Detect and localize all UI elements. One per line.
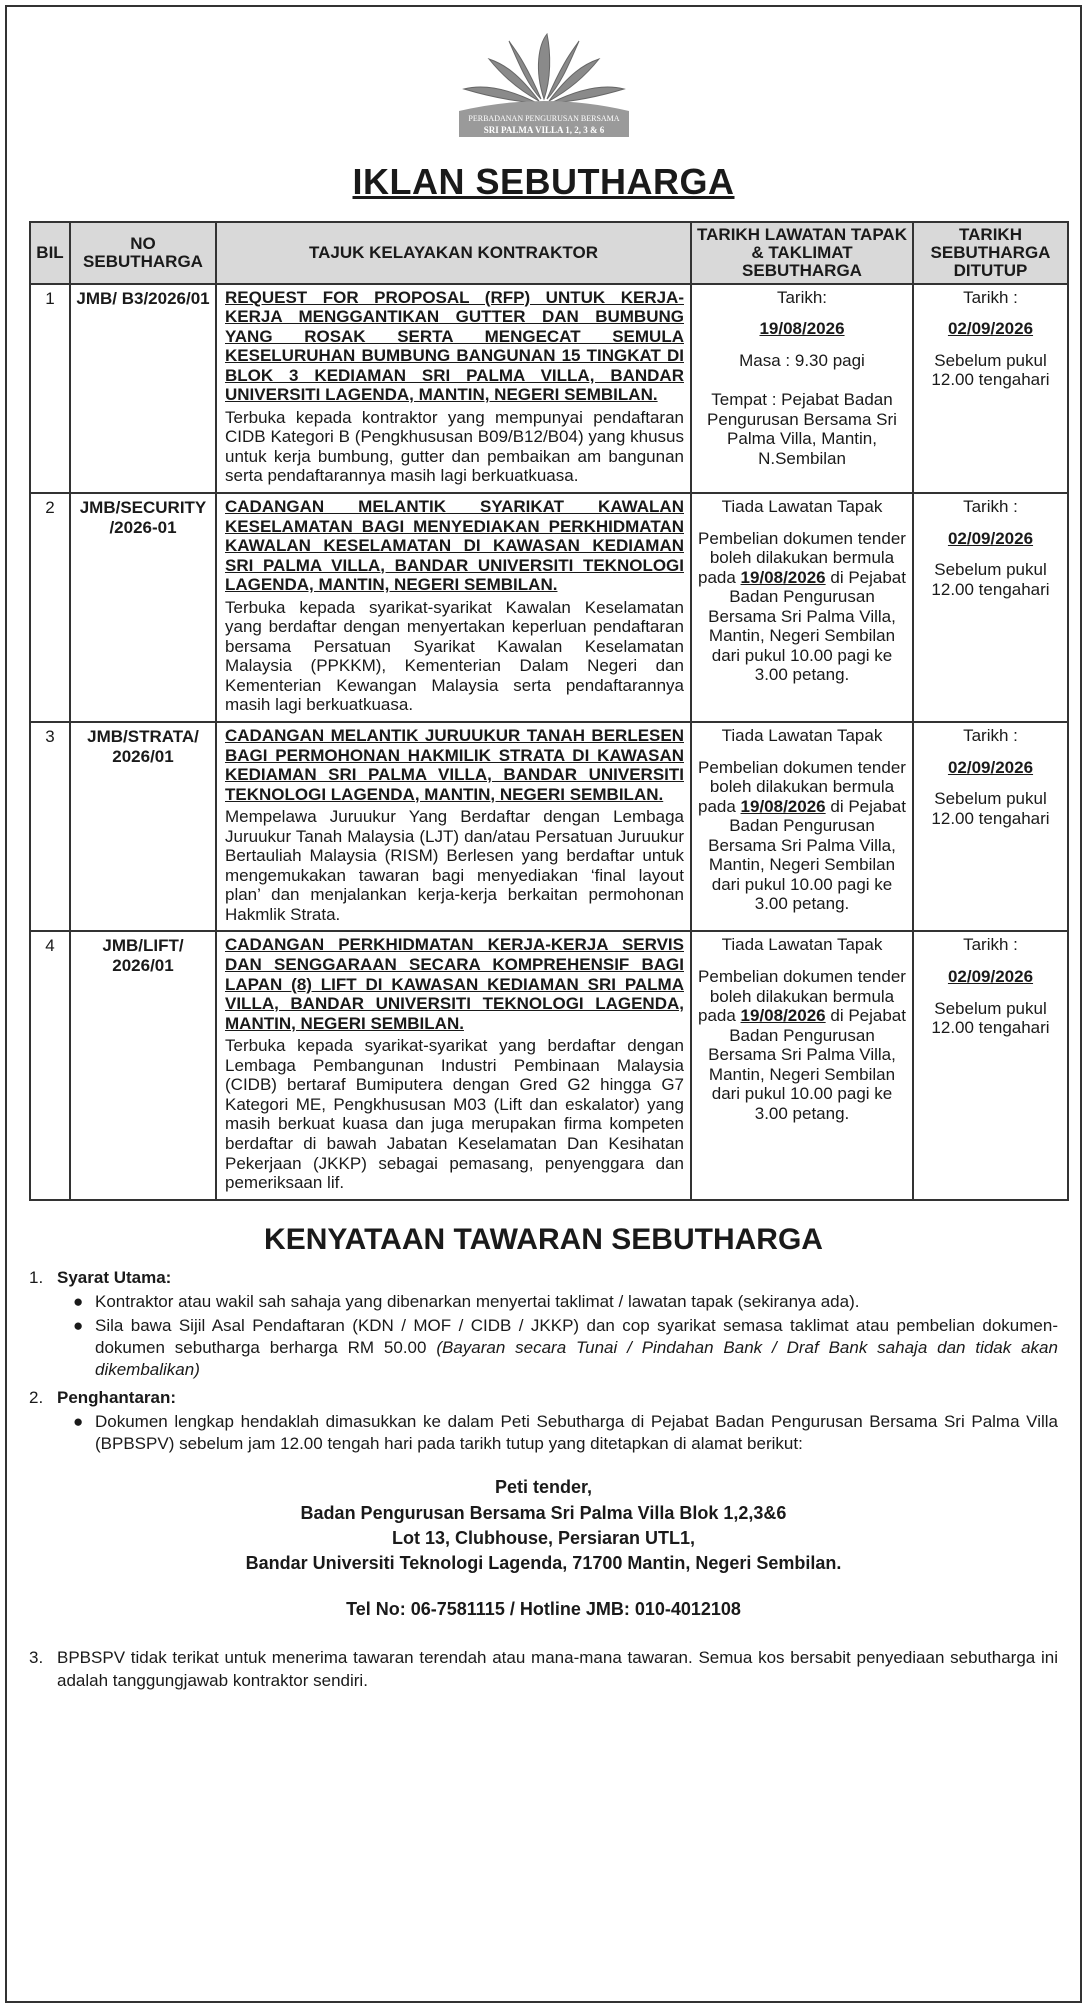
row-quotation-no: JMB/SECURITY /2026-01 bbox=[70, 493, 216, 722]
table-row bbox=[30, 931, 1068, 1199]
closing-time: Sebelum pukul 12.00 tengahari bbox=[931, 560, 1050, 599]
row-visit bbox=[691, 722, 913, 931]
address-line: Badan Pengurusan Bersama Sri Palma Villa Blok 1,2,3&6 bbox=[300, 1502, 787, 1523]
row-title: CADANGAN MELANTIK SYARIKAT KAWALAN KESELAMATAN BAGI MENYEDIAKAN PERKHIDMATAN KAWALAN KESELAMATAN DI KAWASAN KEDIAMAN SRI PALMA VILLA, BANDAR UNIVERSITI TEKNOLOGI LAGENDA, MANTIN, NEGERI SEMBILAN. bbox=[225, 497, 684, 595]
row-closing bbox=[913, 722, 1068, 931]
closing-time: Sebelum pukul 12.00 tengahari bbox=[931, 998, 1050, 1038]
table-header-row bbox=[30, 222, 1068, 284]
purchase-date: 19/08/2026 bbox=[740, 567, 826, 587]
bullet-text: Sila bawa Sijil Asal Pendaftaran (KDN / MOF / CIDB / JKKP) dan cop syarikat semasa taklimat atau pembelian dokumen-dokumen sebutharga berharga RM 50.00 bbox=[95, 1315, 1058, 1357]
row-quotation-no: JMB/ B3/2026/01 bbox=[70, 284, 216, 493]
term-item bbox=[29, 1387, 1058, 1455]
row-tajuk bbox=[216, 493, 691, 722]
term-item bbox=[29, 1647, 1058, 1691]
purchase-info bbox=[696, 967, 908, 1123]
table-row bbox=[30, 493, 1068, 722]
bullet-text: Kontraktor atau wakil sah sahaja yang dibenarkan menyertai taklimat / lawatan tapak (sekiranya ada). bbox=[95, 1291, 860, 1311]
row-description: Mempelawa Juruukur Yang Berdaftar dengan Lembaga Juruukur Tanah Malaysia (LJT) dan/atau Persatuan Juruukur Bertauliah Malaysia (RISM) Berlesen yang berdaftar untuk mengemukakan tawaran bagi menyediakan ‘final layout plan’ dan menjalankan kerja-kerja berkaitan permohonan Hakmlik Strata. bbox=[225, 807, 684, 924]
tender-address bbox=[29, 1475, 1058, 1576]
purchase-pre: Pembelian dokumen tender boleh dilakukan bermula pada bbox=[697, 967, 906, 1026]
advertisement-page bbox=[5, 5, 1082, 2003]
quotation-table bbox=[29, 221, 1069, 1201]
list-item bbox=[57, 1291, 1058, 1313]
bullet-text-wrap bbox=[95, 1315, 1058, 1381]
row-closing bbox=[913, 493, 1068, 722]
visit-place: Tempat : Pejabat Badan Pengurusan Bersama Sri Palma Villa, Mantin, N.Sembilan bbox=[707, 390, 897, 468]
row-description: Terbuka kepada syarikat-syarikat Kawalan Keselamatan yang berdaftar dengan menyertakan keperluan pendaftaran bersama Persatuan Syarikat Kawalan Keselamatan Malaysia (PPKKM), Kementerian Dalam Negeri dan Kementerian Kewangan Malaysia serta pendaftarannya masih lagi berkuatkuasa. bbox=[225, 597, 684, 715]
closing-date: 02/09/2026 bbox=[947, 757, 1034, 777]
logo-name-text: SRI PALMA VILLA 1, 2, 3 & 6 bbox=[483, 125, 604, 135]
closing-label: Tarikh : bbox=[963, 935, 1018, 955]
row-visit bbox=[691, 493, 913, 722]
purchase-date: 19/08/2026 bbox=[740, 796, 826, 816]
visit-date: 19/08/2026 bbox=[759, 319, 845, 339]
table-row bbox=[30, 722, 1068, 931]
row-bil: 2 bbox=[30, 493, 70, 722]
row-visit bbox=[691, 284, 913, 493]
closing-label: Tarikh : bbox=[963, 287, 1018, 307]
no-visit-text: Tiada Lawatan Tapak bbox=[721, 935, 883, 955]
row-bil: 3 bbox=[30, 722, 70, 931]
row-tajuk bbox=[216, 722, 691, 931]
row-title: CADANGAN PERKHIDMATAN KERJA-KERJA SERVIS DAN SENGGARAAN SECARA KOMPREHENSIF BAGI LAPAN (8) LIFT DI KAWASAN KEDIAMAN SRI PALMA VILLA, BANDAR UNIVERSITI TEKNOLOGI LAGENDA, MANTIN, NEGERI SEMBILAN. bbox=[225, 935, 684, 1033]
term-heading: Penghantaran: bbox=[57, 1388, 177, 1408]
bullet-icon: ● bbox=[73, 1412, 84, 1432]
header-lawatan: TARIKH LAWATAN TAPAK & TAKLIMAT SEBUTHARGA bbox=[691, 222, 913, 284]
header-tajuk: TAJUK KELAYAKAN KONTRAKTOR bbox=[216, 222, 691, 284]
contact-phone: Tel No: 06-7581115 / Hotline JMB: 010-4012108 bbox=[346, 1599, 741, 1620]
row-bil: 4 bbox=[30, 931, 70, 1199]
address-line: Peti tender, bbox=[494, 1477, 593, 1498]
term-number: 2. bbox=[29, 1388, 44, 1408]
no-visit-text: Tiada Lawatan Tapak bbox=[721, 726, 883, 746]
list-item bbox=[57, 1411, 1058, 1455]
bullet-italic-note: (Bayaran secara Tunai / Pindahan Bank / Draf Bank sahaja dan tidak akan dikembalikan) bbox=[95, 1337, 1058, 1379]
term-text: BPBSPV tidak terikat untuk menerima tawaran terendah atau mana-mana tawaran. Semua kos bersabit penyediaan sebutharga ini adalah tanggungjawab kontraktor sendiri. bbox=[57, 1648, 1058, 1690]
purchase-date: 19/08/2026 bbox=[740, 1006, 826, 1026]
row-tajuk bbox=[216, 284, 691, 493]
table-row bbox=[30, 284, 1068, 493]
row-closing bbox=[913, 284, 1068, 493]
term-heading: Syarat Utama: bbox=[57, 1267, 172, 1287]
closing-date: 02/09/2026 bbox=[947, 967, 1034, 987]
closing-label: Tarikh : bbox=[963, 497, 1018, 516]
purchase-pre: Pembelian dokumen tender boleh dilakukan bermula pada bbox=[697, 757, 906, 816]
list-item bbox=[57, 1315, 1058, 1381]
visit-date-label: Tarikh: bbox=[776, 287, 828, 307]
closing-label: Tarikh : bbox=[963, 726, 1018, 746]
address-line: Bandar Universiti Teknologi Lagenda, 71700 Mantin, Negeri Sembilan. bbox=[245, 1552, 842, 1573]
header-no: NO SEBUTHARGA bbox=[70, 222, 216, 284]
closing-date: 02/09/2026 bbox=[947, 528, 1034, 548]
page-title: IKLAN SEBUTHARGA bbox=[352, 161, 735, 202]
row-title: REQUEST FOR PROPOSAL (RFP) UNTUK KERJA-KERJA MENGGANTIKAN GUTTER DAN BUMBUNG YANG ROSAK SERTA MENGECAT SEMULA KESELURUHAN BUMBUNG BANGUNAN 15 TINGKAT DI BLOK 3 KEDIAMAN SRI PALMA VILLA, BANDAR UNIVERSITI LAGENDA, MANTIN, NEGERI SEMBILAN. bbox=[225, 287, 684, 405]
logo-org-text: PERBADANAN PENGURUSAN BERSAMA bbox=[467, 114, 620, 123]
purchase-pre: Pembelian dokumen tender boleh dilakukan bermula pada bbox=[697, 528, 906, 587]
statement-terms bbox=[29, 1267, 1058, 1692]
purchase-post: di Pejabat Badan Pengurusan Bersama Sri Palma Villa, Mantin, Negeri Sembilan dari pukul 10.00 pagi ke 3.00 petang. bbox=[708, 796, 906, 914]
header-tutup: TARIKH SEBUTHARGA DITUTUP bbox=[913, 222, 1068, 284]
palm-logo bbox=[439, 29, 649, 149]
visit-time: Masa : 9.30 pagi bbox=[739, 350, 865, 370]
closing-time: Sebelum pukul 12.00 tengahari bbox=[931, 350, 1050, 390]
row-quotation-no: JMB/LIFT/ 2026/01 bbox=[70, 931, 216, 1199]
statement-title: KENYATAAN TAWARAN SEBUTHARGA bbox=[264, 1222, 823, 1256]
purchase-post: di Pejabat Badan Pengurusan Bersama Sri Palma Villa, Mantin, Negeri Sembilan dari pukul 10.00 pagi ke 3.00 petang. bbox=[708, 1006, 906, 1123]
term-number: 1. bbox=[29, 1267, 44, 1287]
closing-date: 02/09/2026 bbox=[947, 319, 1034, 339]
row-closing bbox=[913, 931, 1068, 1199]
row-bil: 1 bbox=[30, 284, 70, 493]
bullet-text: Dokumen lengkap hendaklah dimasukkan ke dalam Peti Sebutharga di Pejabat Badan Pengurusan Bersama Sri Palma Villa (BPBSPV) sebelum jam 12.00 tengah hari pada tarikh tutup yang ditetapkan di alamat berikut: bbox=[95, 1412, 1058, 1454]
bullet-icon: ● bbox=[73, 1291, 84, 1311]
row-visit bbox=[691, 931, 913, 1199]
address-line: Lot 13, Clubhouse, Persiaran UTL1, bbox=[391, 1527, 696, 1548]
row-description: Terbuka kepada syarikat-syarikat yang berdaftar dengan Lembaga Pembangunan Industri Pembinaan Malaysia (CIDB) bertaraf Bumiputera dengan Gred G2 hingga G7 Kategori ME, Pengkhususan M03 (Lift dan eskalator) yang masih berkuat kuasa dan juga merupakan firma kompeten berdaftar di bawah Jabatan Keselamatan Dan Kesihatan Pekerjaan (JKKP) sebagai pemasang, penyenggara dan pemeriksaan lif. bbox=[225, 1036, 684, 1193]
purchase-info bbox=[696, 758, 908, 914]
row-tajuk bbox=[216, 931, 691, 1199]
term-number: 3. bbox=[29, 1648, 44, 1668]
header-bil: BIL bbox=[30, 222, 70, 284]
row-description: Terbuka kepada kontraktor yang mempunyai pendaftaran CIDB Kategori B (Pengkhususan B09/B12/B04) yang khusus untuk kerja bumbung, gutter dan pembaikan am bangunan serta pendaftarannya masih lagi berkuatkuasa. bbox=[225, 407, 684, 486]
purchase-post: di Pejabat Badan Pengurusan Bersama Sri Palma Villa, Mantin, Negeri Sembilan dari pukul 10.00 pagi ke 3.00 petang. bbox=[708, 567, 906, 685]
closing-time: Sebelum pukul 12.00 tengahari bbox=[931, 789, 1050, 828]
purchase-info bbox=[696, 529, 908, 685]
no-visit-text: Tiada Lawatan Tapak bbox=[721, 497, 883, 516]
bullet-icon: ● bbox=[73, 1315, 84, 1335]
term-item bbox=[29, 1267, 1058, 1381]
row-quotation-no: JMB/STRATA/ 2026/01 bbox=[70, 722, 216, 931]
row-title: CADANGAN MELANTIK JURUUKUR TANAH BERLESEN BAGI PERMOHONAN HAKMILIK STRATA DI KAWASAN KEDIAMAN SRI PALMA VILLA, BANDAR UNIVERSITI TEKNOLOGI LAGENDA, MANTIN, NEGERI SEMBILAN. bbox=[225, 726, 684, 804]
